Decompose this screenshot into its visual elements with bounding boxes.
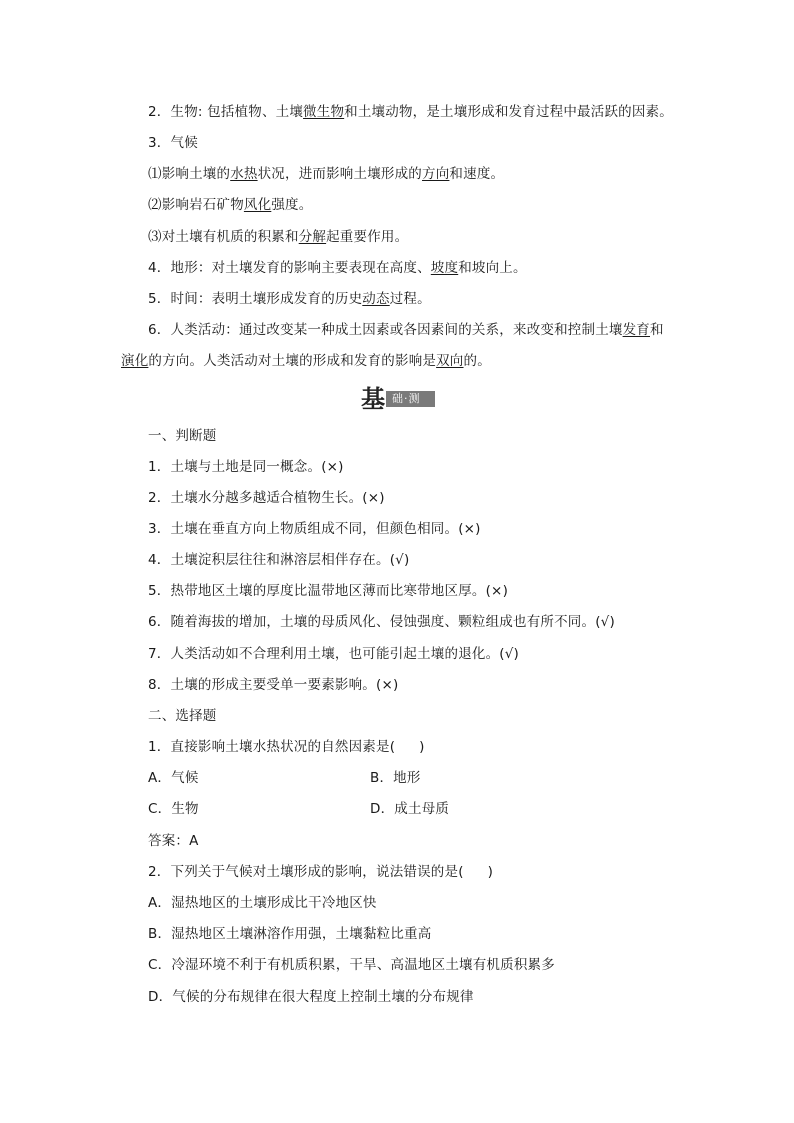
note-climate-2: ⑵影响岩石矿物风化强度。 <box>148 197 313 213</box>
question-stem: 2．下列关于气候对土壤形成的影响，说法错误的是( ) <box>148 864 494 880</box>
note-climate-3: ⑶对土壤有机质的积累和分解起重要作用。 <box>148 229 409 245</box>
option-a: A．气候 <box>148 770 199 786</box>
note-biology: 2．生物: 包括植物、土壤微生物和土壤动物，是土壤形成和发育过程中最活跃的因素。 <box>148 104 673 120</box>
option-c: C．生物 <box>148 801 199 817</box>
underlined-answer: 微生物 <box>303 104 345 120</box>
judge-section-title: 一、判断题 <box>148 428 217 444</box>
note-time: 5．时间：表明土壤形成发育的历史动态过程。 <box>148 291 431 307</box>
judge-item: 8．土壤的形成主要受单一要素影响。(×) <box>148 677 399 693</box>
underlined-answer: 坡度 <box>430 260 459 276</box>
option-a: A．湿热地区的土壤形成比干冷地区快 <box>148 895 377 911</box>
option-b: B．湿热地区土壤淋溶作用强，土壤黏粒比重高 <box>148 926 432 942</box>
answer-text: 答案：A <box>148 833 199 849</box>
judge-item: 4．土壤淀积层往往和淋溶层相伴存在。(√) <box>148 552 410 568</box>
underlined-answer: 发育 <box>622 322 650 338</box>
option-c: C．冷湿环境不利于有机质积累，干旱、高温地区土壤有机质积累多 <box>148 957 555 973</box>
badge-label: 础·测评 <box>386 391 435 407</box>
judge-item: 1．土壤与土地是同一概念。(×) <box>148 459 344 475</box>
note-climate-title: 3．气候 <box>148 135 198 151</box>
note-climate-1: ⑴影响土壤的水热状况，进而影响土壤形成的方向和速度。 <box>148 166 505 182</box>
badge-big-char: 基 <box>361 384 385 413</box>
judge-item: 2．土壤水分越多越适合植物生长。(×) <box>148 490 385 506</box>
underlined-answer: 演化 <box>121 353 149 369</box>
option-d: D．气候的分布规律在很大程度上控制土壤的分布规律 <box>148 989 474 1005</box>
option-b: B．地形 <box>370 770 421 786</box>
judge-item: 5．热带地区土壤的厚度比温带地区薄而比寒带地区厚。(×) <box>148 583 509 599</box>
judge-item: 3．土壤在垂直方向上物质组成不同，但颜色相同。(×) <box>148 521 481 537</box>
underlined-answer: 分解 <box>298 229 327 245</box>
option-d: D．成土母质 <box>370 801 450 817</box>
underlined-answer: 水热 <box>230 166 258 182</box>
section-badge <box>361 384 435 421</box>
underlined-answer: 双向 <box>436 353 464 369</box>
judge-item: 6．随着海拔的增加，土壤的母质风化、侵蚀强度、颗粒组成也有所不同。(√) <box>148 614 615 630</box>
judge-item: 7．人类活动如不合理利用土壤，也可能引起土壤的退化。(√) <box>148 646 520 662</box>
underlined-answer: 风化 <box>243 197 272 213</box>
underlined-answer: 动态 <box>362 291 390 307</box>
underlined-answer: 方向 <box>422 166 450 182</box>
question-stem: 1．直接影响土壤水热状况的自然因素是( ) <box>148 739 425 755</box>
note-terrain: 4．地形：对土壤发育的影响主要表现在高度、坡度和坡向上。 <box>148 260 527 276</box>
choice-section-title: 二、选择题 <box>148 708 217 724</box>
